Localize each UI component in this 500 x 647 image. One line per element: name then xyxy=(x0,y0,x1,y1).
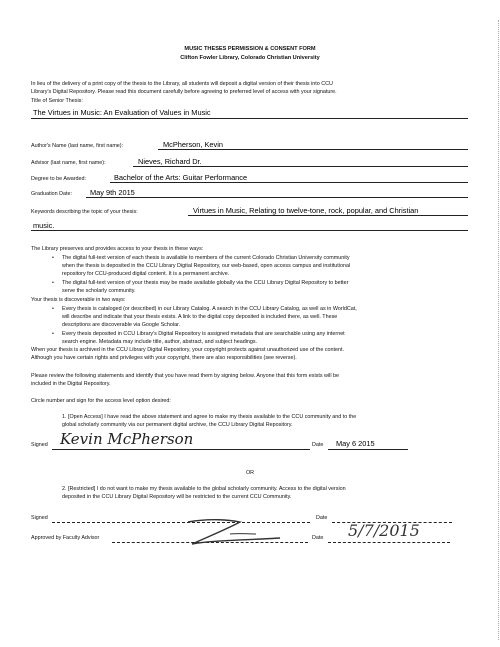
degree-label: Degree to be Awarded: xyxy=(31,176,87,182)
advisor-label: Advisor (last name, first name): xyxy=(31,160,106,166)
option-1-line-2: global scholarly community via our permanent digital archive, the CCU Library Digital Repository. xyxy=(62,422,293,428)
graduation-date-underline xyxy=(86,197,468,198)
degree-value[interactable]: Bachelor of the Arts: Guitar Performance xyxy=(114,173,248,182)
preservation-intro: The Library preserves and provides access to your thesis in these ways: xyxy=(31,246,204,252)
author-value[interactable]: McPherson, Kevin xyxy=(163,140,223,149)
option-1-line-1: 1. [Open Access] I have read the above statement and agree to make my thesis available to the CCU community and to the xyxy=(62,414,357,420)
option-1-date-label: Date xyxy=(312,442,324,448)
degree-underline xyxy=(110,182,468,183)
option-1-date-line xyxy=(328,449,408,450)
advisor-value[interactable]: Nieves, Richard Dr. xyxy=(138,157,202,166)
option-1-signature[interactable]: Kevin McPherson xyxy=(60,430,194,448)
option-2-date-label: Date xyxy=(316,515,328,521)
approval-date-line xyxy=(328,542,450,543)
graduation-date-label: Graduation Date: xyxy=(31,191,73,197)
keywords-underline xyxy=(188,215,468,216)
bullet-2-line-2: serve the scholarly community. xyxy=(62,288,136,294)
title-underline xyxy=(31,118,468,119)
author-underline xyxy=(158,149,468,150)
discoverable-intro: Your thesis is discoverable in two ways: xyxy=(31,297,126,303)
bullet-1-line-2: when the thesis is deposited in the CCU Library Digital Repository, our web-based, open access campus and institutional xyxy=(62,263,351,269)
bullet-3-line-1: Every thesis is cataloged (or described) in our Library Catalog. A search in the CCU Library Catalog, as well as in WorldCat, xyxy=(62,306,357,312)
bullet-icon: • xyxy=(52,331,54,337)
intro-line-1: In lieu of the delivery of a print copy of the thesis to the Library, all students will deposit a digital version of their thesis into CCU xyxy=(31,81,333,87)
archived-line-1: When your thesis is archived in the CCU Library Digital Repository, your copyright protects against unauthorized use of the content. xyxy=(31,347,345,353)
review-line-2: included in the Digital Repository. xyxy=(31,381,111,387)
option-1-signed-label: Signed xyxy=(31,442,48,448)
approval-label: Approved by Faculty Advisor xyxy=(31,535,100,541)
bullet-1-line-1: The digital full-text version of each thesis is available to members of the current Colorado Christian University community xyxy=(62,255,350,261)
review-line-1: Please review the following statements and identify that you have read them by signing below. Anyone that this form exists will be xyxy=(31,373,340,379)
approval-date-label: Date xyxy=(312,535,324,541)
option-1-date-value[interactable]: May 6 2015 xyxy=(336,439,375,448)
author-label: Author's Name (last name, first name): xyxy=(31,143,124,149)
scan-edge xyxy=(497,20,499,640)
bullet-4-line-1: Every thesis deposited in CCU Library's Digital Repository is assigned metadata that are searchable using any internet xyxy=(62,331,345,337)
option-2-line-2: deposited in the CCU Library Digital Repository will be restricted to the current CCU Community. xyxy=(62,494,292,500)
advisor-signature[interactable] xyxy=(180,516,290,552)
option-2-line-1: 2. [Restricted] I do not want to make my thesis available to the global scholarly community. Access to the digital version xyxy=(62,486,346,492)
bullet-icon: • xyxy=(52,280,54,286)
bullet-3-line-2: will describe and indicate that your thesis exists. A link to the digital copy deposited is included there, as well. These xyxy=(62,314,338,320)
bullet-4-line-2: search engine. Metadata may include title, author, abstract, and subject headings. xyxy=(62,339,258,345)
advisor-underline xyxy=(133,166,468,167)
option-2-signed-label: Signed xyxy=(31,515,48,521)
bullet-3-line-3: descriptions are discoverable via Google Scholar. xyxy=(62,322,181,328)
graduation-date-value[interactable]: May 9th 2015 xyxy=(90,188,135,197)
title-value[interactable]: The Virtues in Music: An Evaluation of Values in Music xyxy=(33,108,211,117)
keywords-value-continued[interactable]: music. xyxy=(33,221,55,230)
bullet-1-line-3: repository for CCU-produced digital content. It is a permanent archive. xyxy=(62,271,230,277)
option-1-signature-line xyxy=(52,449,310,450)
archived-line-2: Although you have certain rights and privileges with your copyright, there are also responsibilities (see reverse). xyxy=(31,355,297,361)
form-title: MUSIC THESES PERMISSION & CONSENT FORM xyxy=(184,46,316,52)
form-subtitle: Clifton Fowler Library, Colorado Christian University xyxy=(180,55,320,61)
intro-line-2: Library's Digital Repository. Please read this document carefully before agreeing to preferred level of access with your signature. xyxy=(31,89,337,95)
title-label: Title of Senior Thesis: xyxy=(31,98,83,104)
keywords-value[interactable]: Virtues in Music, Relating to twelve-tone, rock, popular, and Christian xyxy=(193,206,419,215)
or-separator: OR xyxy=(245,470,255,476)
circle-instruction: Circle number and sign for the access level option desired: xyxy=(31,398,171,404)
bullet-icon: • xyxy=(52,306,54,312)
keywords-underline-2 xyxy=(31,230,468,231)
bullet-icon: • xyxy=(52,255,54,261)
keywords-label: Keywords describing the topic of your thesis: xyxy=(31,209,138,215)
approval-date-value[interactable]: 5/7/2015 xyxy=(348,521,420,540)
bullet-2-line-1: The digital full-text version of your thesis may be made available globally via the CCU Library Digital Repository to better xyxy=(62,280,349,286)
